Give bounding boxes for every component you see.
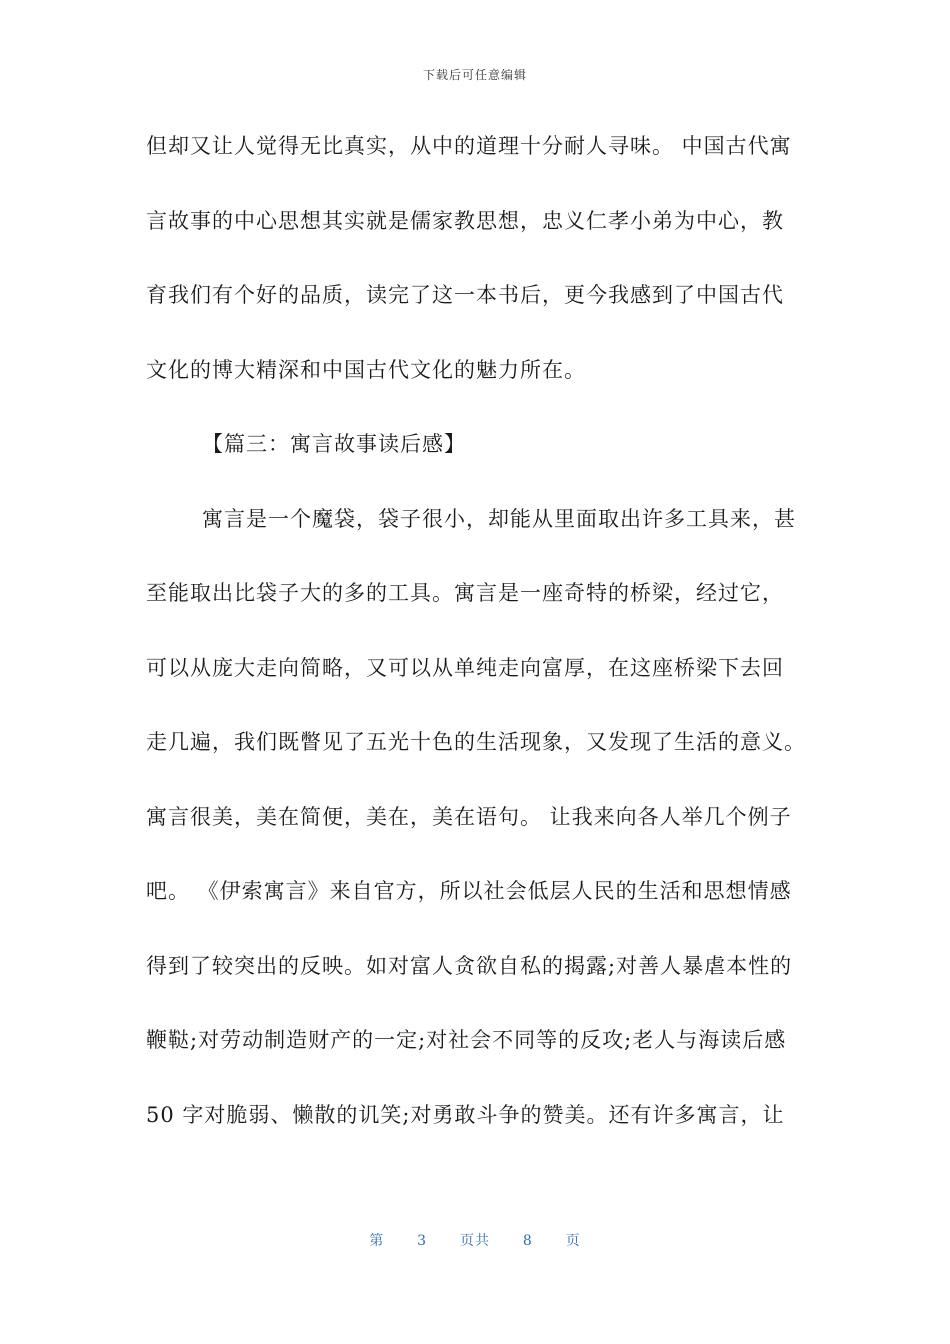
paragraph-line: 但却又让人觉得无比真实，从中的道理十分耐人寻味。 中国古代寓 bbox=[146, 134, 792, 158]
paragraph-line: 鞭鞑;对劳动制造财产的一定;对社会不同等的反攻;老人与海读后感 bbox=[146, 1028, 787, 1052]
paragraph-line: 寓言是一个魔袋，袋子很小，却能从里面取出许多工具来，甚 bbox=[202, 506, 796, 531]
page-header: 下载后可任意编辑 bbox=[422, 68, 527, 82]
paragraph-line: 文化的博大精深和中国古代文化的魅力所在。 bbox=[146, 357, 586, 382]
footer-prefix: 第 bbox=[369, 1233, 385, 1249]
paragraph-line: 寓言很美，美在简便，美在，美在语句。 让我来向各人举几个例子 bbox=[146, 804, 792, 829]
section-heading: 【篇三：寓言故事读后感】 bbox=[202, 432, 466, 456]
paragraph-line: 走几遍，我们既瞥见了五光十色的生活现象，又发现了生活的意义。 bbox=[146, 730, 806, 754]
footer-current-page: 3 bbox=[417, 1233, 428, 1249]
footer-total-pages: 8 bbox=[522, 1233, 533, 1249]
paragraph-line: 可以从庞大走向简略，又可以从单纯走向富厚，在这座桥梁下去回 bbox=[146, 655, 784, 680]
paragraph-line: 至能取出比袋子大的多的工具。寓言是一座奇特的桥梁，经过它， bbox=[146, 581, 784, 605]
footer-middle: 页共 bbox=[460, 1233, 490, 1249]
page-footer bbox=[0, 1230, 950, 1250]
paragraph-line: 育我们有个好的品质，读完了这一本书后，更今我感到了中国古代 bbox=[146, 283, 784, 307]
paragraph-line: 吧。 《伊索寓言》来自官方，所以社会低层人民的生活和思想情感 bbox=[146, 879, 792, 903]
document-body bbox=[146, 126, 806, 1169]
paragraph-line: 50 字对脆弱、懒散的讥笑;对勇敢斗争的赞美。还有许多寓言，让 bbox=[146, 1102, 785, 1127]
footer-suffix: 页 bbox=[565, 1233, 581, 1249]
paragraph-line: 言故事的中心思想其实就是儒家教思想，忠义仁孝小弟为中心，教 bbox=[146, 208, 784, 233]
paragraph-line: 得到了较突出的反映。如对富人贪欲自私的揭露;对善人暴虐本性的 bbox=[146, 953, 793, 978]
